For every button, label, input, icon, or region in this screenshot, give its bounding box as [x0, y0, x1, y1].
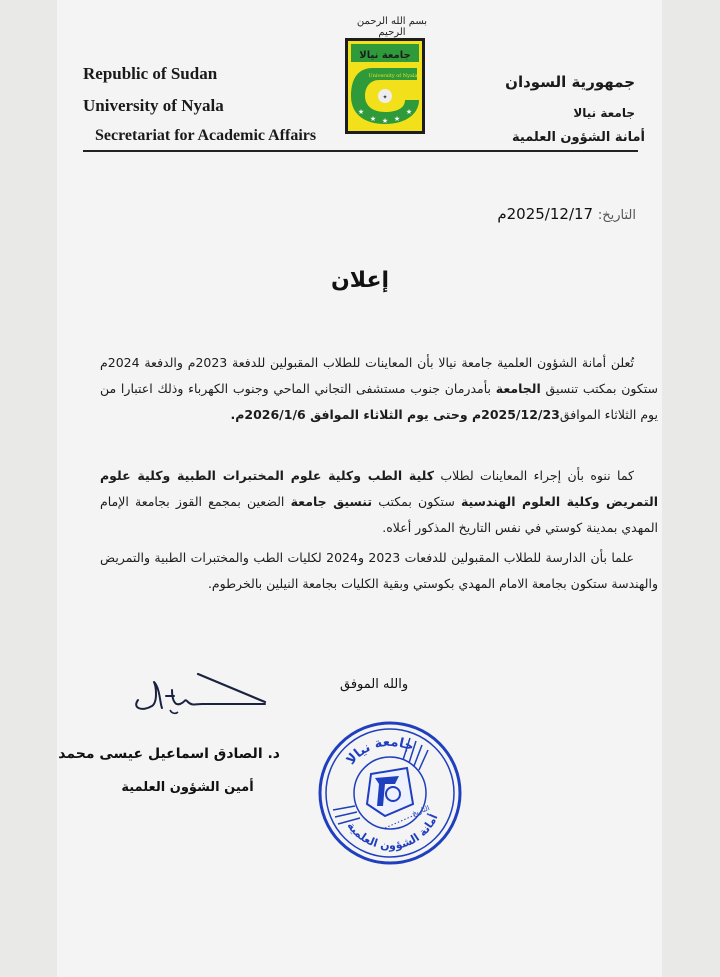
paragraph-text: تُعلن أمانة الشؤون العلمية جامعة نيالا بأن المعاينات للطلاب المقبولين للدفعة 2023م والدفعة 2024م ستكون بمكتب تنسيق — [100, 355, 658, 396]
stamp-top-text: جامعة نيالا — [343, 734, 417, 768]
paragraph-bold-text: الجامعة — [495, 381, 541, 396]
header-department-en: Secretariat for Academic Affairs — [95, 127, 317, 144]
paragraph-bold-text: كلية الطب وكلية علوم المختبرات الطبية وكلية علوم التمريض وكلية العلوم الهندسية — [100, 468, 658, 509]
closing-phrase: والله الموفق — [340, 677, 409, 692]
paragraph-text: علما بأن الدارسة للطلاب المقبولين للدفعات 2023 و2024 لكليات الطب والمختبرات الطبية والتمريض والهندسة ستكون بجامعة الامام المهدي بكوستي وبقية الكليات بجامعة النيلين بالخرطوم. — [100, 550, 658, 591]
paragraph-text: ستكون بمكتب — [372, 494, 461, 509]
stamp-date-label: التاريخ — [410, 804, 431, 818]
logo-english-name: University of Nyala — [368, 73, 418, 79]
date-value: 2025/12/17م — [497, 205, 594, 223]
logo-emblem-script: ✦ — [382, 94, 388, 101]
date-label: التاريخ: — [597, 208, 636, 223]
paragraph-text: بأمدرمان جنوب مستشفى التجاني الماحي وجنوب الكهرباء وذلك اعتبارا من يوم الثلاثاء الموافق — [100, 381, 658, 422]
star-icon: ★ — [393, 115, 401, 123]
header-university-ar: جامعة نيالا — [573, 106, 635, 120]
star-icon: ★ — [369, 115, 377, 123]
header-country-en: Republic of Sudan — [83, 64, 218, 83]
paragraph-text: كما ننوه بأن إجراء المعاينات لطلاب — [433, 468, 634, 483]
stamp-bottom-text: أمانة الشؤون العلمية — [344, 812, 441, 853]
star-icon: ★ — [381, 117, 389, 125]
signatory-title: أمين الشؤون العلمية — [121, 780, 254, 795]
paragraph-3 — [100, 545, 658, 597]
paragraph-1 — [100, 350, 658, 428]
stamp-shield — [367, 768, 413, 816]
document-date — [497, 205, 636, 223]
paragraph-2 — [100, 463, 658, 541]
header-divider — [83, 150, 638, 152]
handwritten-signature — [130, 670, 270, 720]
paragraph-text: الضعين بمجمع القوز بجامعة الإمام المهدي بمدينة كوستي في نفس التاريخ المذكور أعلاه. — [100, 494, 658, 535]
university-logo — [345, 38, 425, 134]
basmala: بسم الله الرحمن الرحيم — [356, 16, 428, 38]
header-country-ar: جمهورية السودان — [505, 73, 635, 91]
paragraph-bold-text: تنسيق جامعة — [290, 494, 373, 509]
logo-arabic-name: جامعة نيالا — [359, 50, 411, 61]
star-icon: ★ — [357, 108, 365, 116]
announcement-title: إعلان — [330, 268, 390, 293]
paragraph-bold-text: 2025/12/23م وحتى يوم الثلاثاء الموافق 2026/1/6م. — [230, 407, 560, 422]
header-department-ar: أمانة الشؤون العلمية — [512, 130, 645, 145]
signatory-name: د. الصادق اسماعيل عيسى محمد — [58, 746, 280, 762]
star-icon: ★ — [405, 108, 413, 116]
header-university-en: University of Nyala — [83, 96, 224, 115]
official-stamp — [315, 718, 465, 868]
